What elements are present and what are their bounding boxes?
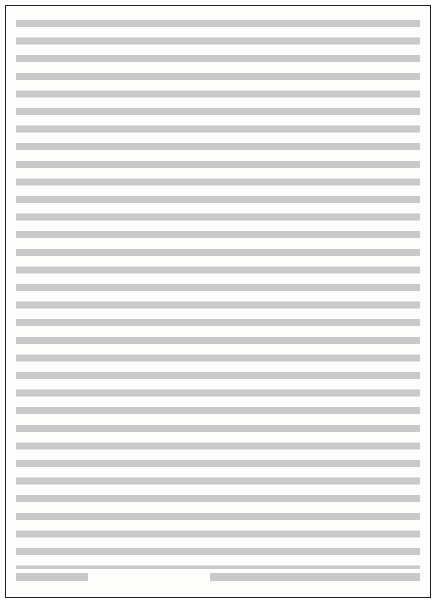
notice-issuer <box>210 573 420 581</box>
auction-notice <box>5 5 431 598</box>
notice-footer <box>16 573 420 591</box>
notice-body-text <box>16 14 420 569</box>
notice-reference-number <box>16 573 88 581</box>
